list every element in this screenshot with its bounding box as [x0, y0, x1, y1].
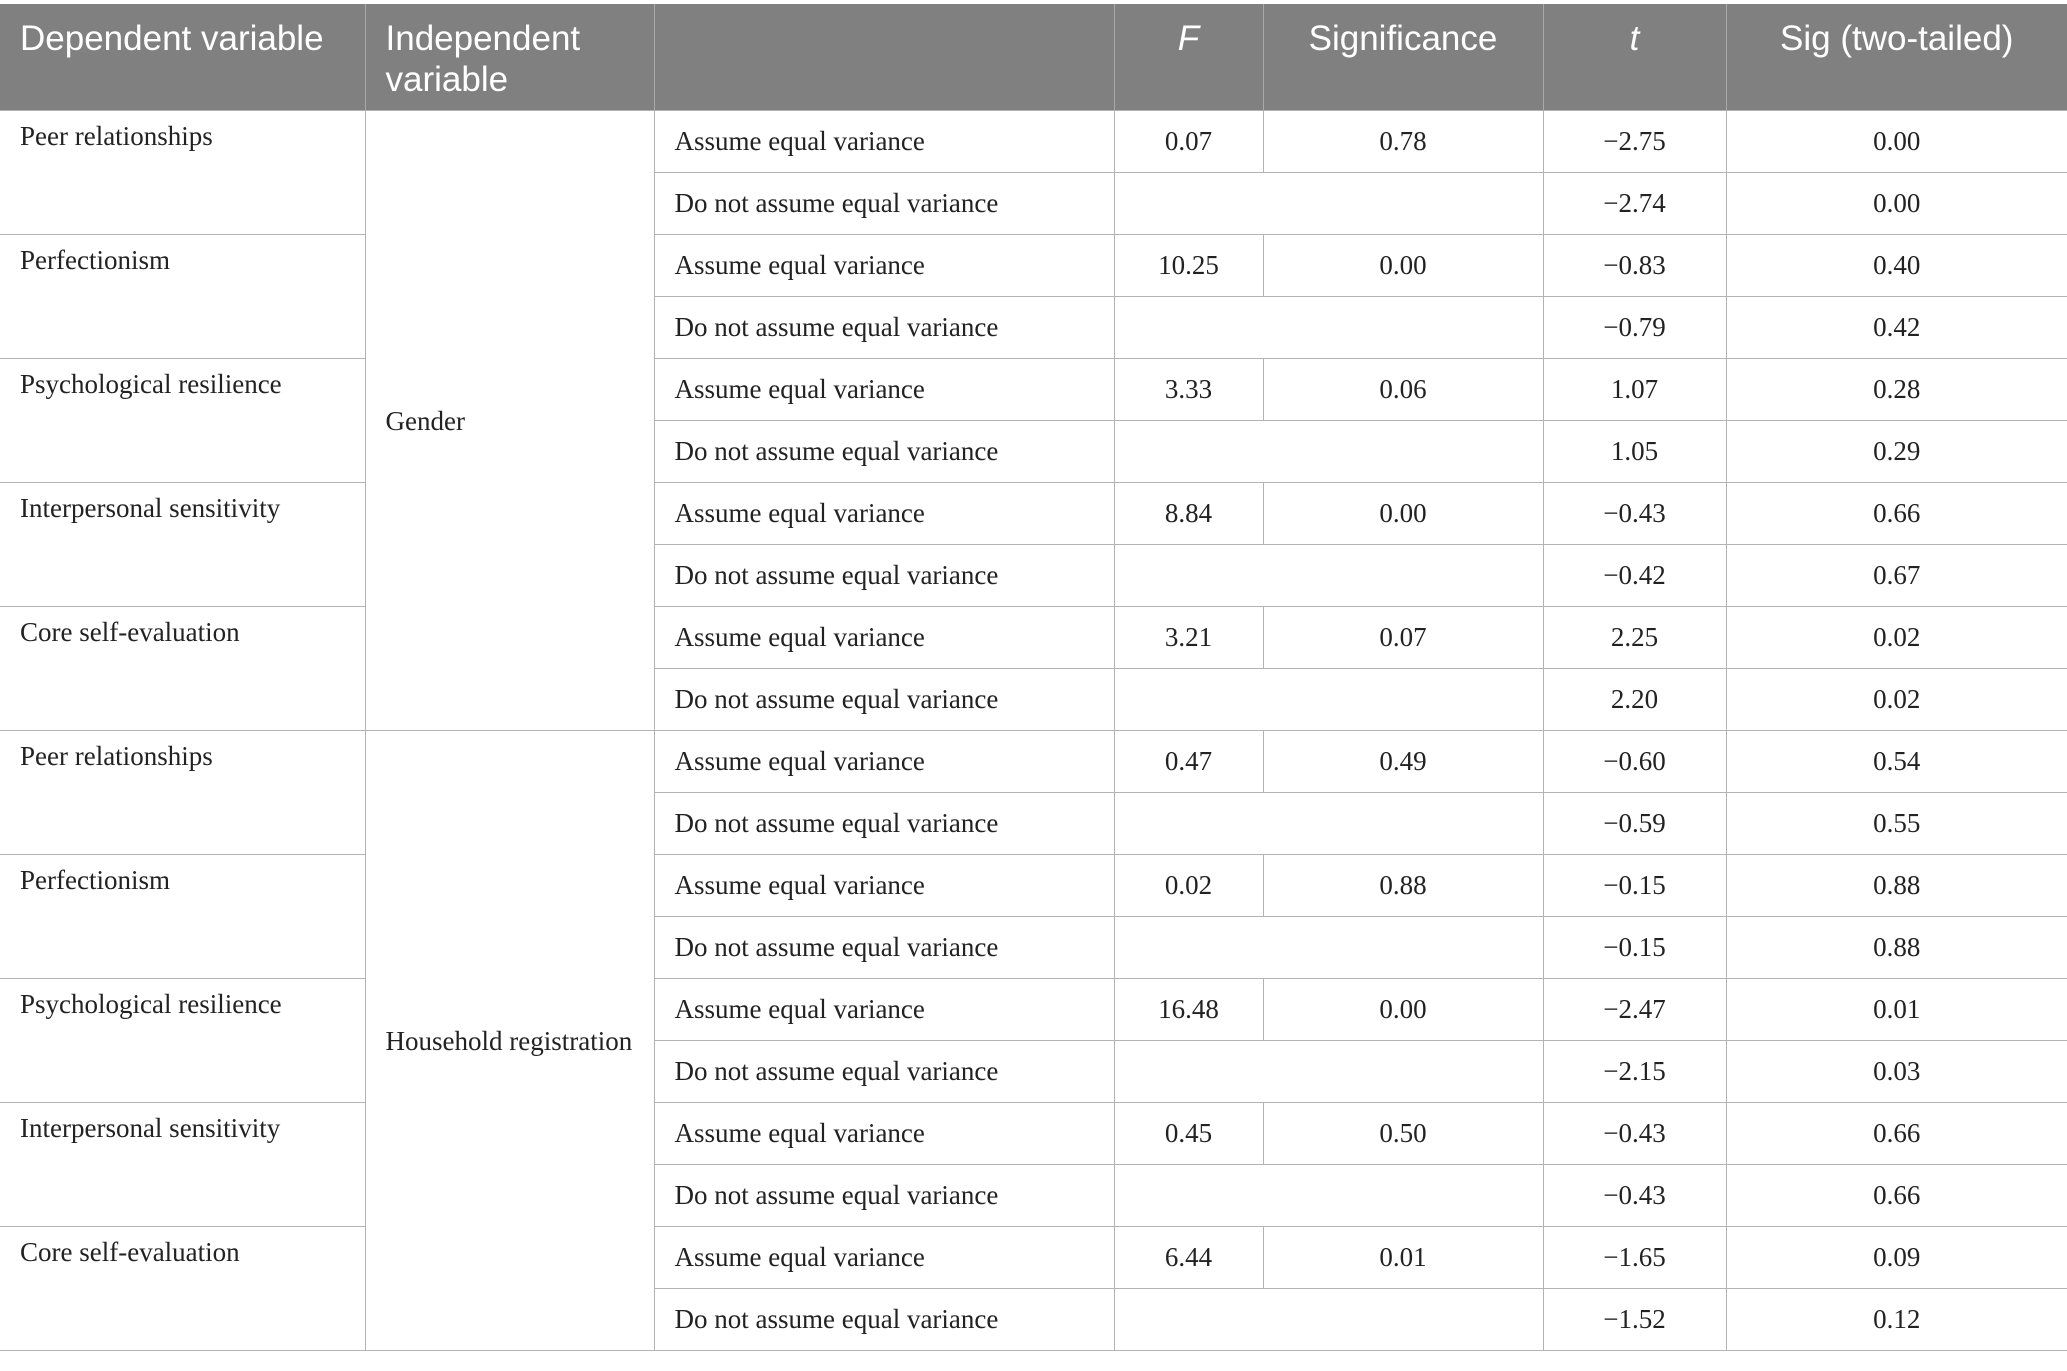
sig-two-tailed-cell: 0.66 [1726, 1103, 2067, 1165]
table-row [0, 607, 2067, 669]
header-f: F [1114, 4, 1263, 111]
variance-condition-cell: Do not assume equal variance [654, 173, 1114, 235]
sig-two-tailed-cell: 0.12 [1726, 1289, 2067, 1351]
dependent-variable-cell: Peer relationships [0, 111, 365, 235]
significance-cell: 0.06 [1263, 359, 1543, 421]
sig-two-tailed-cell: 0.00 [1726, 111, 2067, 173]
sig-two-tailed-cell: 0.40 [1726, 235, 2067, 297]
empty-f-significance-cell [1114, 545, 1543, 607]
sig-two-tailed-cell: 0.02 [1726, 669, 2067, 731]
dependent-variable-cell: Interpersonal sensitivity [0, 1103, 365, 1227]
sig-two-tailed-cell: 0.54 [1726, 731, 2067, 793]
variance-condition-cell: Do not assume equal variance [654, 1289, 1114, 1351]
t-value-cell: −0.42 [1543, 545, 1726, 607]
empty-f-significance-cell [1114, 669, 1543, 731]
sig-two-tailed-cell: 0.00 [1726, 173, 2067, 235]
dependent-variable-cell: Core self-evaluation [0, 1227, 365, 1351]
variance-condition-cell: Assume equal variance [654, 1227, 1114, 1289]
empty-f-significance-cell [1114, 1041, 1543, 1103]
f-value-cell: 0.02 [1114, 855, 1263, 917]
variance-condition-cell: Do not assume equal variance [654, 297, 1114, 359]
t-value-cell: 1.05 [1543, 421, 1726, 483]
table-row [0, 731, 2067, 793]
significance-cell: 0.78 [1263, 111, 1543, 173]
dependent-variable-cell: Core self-evaluation [0, 607, 365, 731]
table-row [0, 111, 2067, 173]
empty-f-significance-cell [1114, 793, 1543, 855]
f-value-cell: 0.45 [1114, 1103, 1263, 1165]
t-value-cell: −2.47 [1543, 979, 1726, 1041]
table-row [0, 1103, 2067, 1165]
t-value-cell: −2.75 [1543, 111, 1726, 173]
t-value-cell: −0.43 [1543, 483, 1726, 545]
variance-condition-cell: Assume equal variance [654, 483, 1114, 545]
t-value-cell: −0.60 [1543, 731, 1726, 793]
t-value-cell: −0.59 [1543, 793, 1726, 855]
header-significance: Significance [1263, 4, 1543, 111]
sig-two-tailed-cell: 0.88 [1726, 917, 2067, 979]
table-row [0, 235, 2067, 297]
t-value-cell: −1.52 [1543, 1289, 1726, 1351]
t-value-cell: −2.74 [1543, 173, 1726, 235]
table-body [0, 111, 2067, 1351]
results-table [0, 4, 2067, 1351]
sig-two-tailed-cell: 0.66 [1726, 1165, 2067, 1227]
t-value-cell: −1.65 [1543, 1227, 1726, 1289]
sig-two-tailed-cell: 0.01 [1726, 979, 2067, 1041]
variance-condition-cell: Assume equal variance [654, 607, 1114, 669]
variance-condition-cell: Assume equal variance [654, 359, 1114, 421]
t-value-cell: 1.07 [1543, 359, 1726, 421]
header-independent-variable: Independent variable [365, 4, 654, 111]
dependent-variable-cell: Psychological resilience [0, 359, 365, 483]
variance-condition-cell: Assume equal variance [654, 855, 1114, 917]
sig-two-tailed-cell: 0.09 [1726, 1227, 2067, 1289]
t-value-cell: −0.43 [1543, 1103, 1726, 1165]
sig-two-tailed-cell: 0.66 [1726, 483, 2067, 545]
empty-f-significance-cell [1114, 1165, 1543, 1227]
variance-condition-cell: Assume equal variance [654, 731, 1114, 793]
f-value-cell: 16.48 [1114, 979, 1263, 1041]
significance-cell: 0.01 [1263, 1227, 1543, 1289]
empty-f-significance-cell [1114, 421, 1543, 483]
t-value-cell: 2.25 [1543, 607, 1726, 669]
dependent-variable-cell: Psychological resilience [0, 979, 365, 1103]
dependent-variable-cell: Perfectionism [0, 235, 365, 359]
f-value-cell: 6.44 [1114, 1227, 1263, 1289]
header-dependent-variable: Dependent variable [0, 4, 365, 111]
t-value-cell: −0.83 [1543, 235, 1726, 297]
significance-cell: 0.00 [1263, 979, 1543, 1041]
variance-condition-cell: Do not assume equal variance [654, 1041, 1114, 1103]
significance-cell: 0.88 [1263, 855, 1543, 917]
sig-two-tailed-cell: 0.88 [1726, 855, 2067, 917]
dependent-variable-cell: Interpersonal sensitivity [0, 483, 365, 607]
independent-variable-cell: Gender [365, 111, 654, 731]
significance-cell: 0.07 [1263, 607, 1543, 669]
sig-two-tailed-cell: 0.28 [1726, 359, 2067, 421]
significance-cell: 0.50 [1263, 1103, 1543, 1165]
sig-two-tailed-cell: 0.02 [1726, 607, 2067, 669]
f-value-cell: 3.21 [1114, 607, 1263, 669]
variance-condition-cell: Assume equal variance [654, 979, 1114, 1041]
variance-condition-cell: Assume equal variance [654, 111, 1114, 173]
dependent-variable-cell: Peer relationships [0, 731, 365, 855]
t-value-cell: −0.15 [1543, 855, 1726, 917]
empty-f-significance-cell [1114, 173, 1543, 235]
dependent-variable-cell: Perfectionism [0, 855, 365, 979]
table-row [0, 855, 2067, 917]
empty-f-significance-cell [1114, 1289, 1543, 1351]
header-row [0, 4, 2067, 111]
t-value-cell: −0.79 [1543, 297, 1726, 359]
sig-two-tailed-cell: 0.03 [1726, 1041, 2067, 1103]
independent-variable-cell: Household registration [365, 731, 654, 1351]
significance-cell: 0.00 [1263, 235, 1543, 297]
sig-two-tailed-cell: 0.42 [1726, 297, 2067, 359]
t-value-cell: −2.15 [1543, 1041, 1726, 1103]
f-value-cell: 0.07 [1114, 111, 1263, 173]
f-value-cell: 10.25 [1114, 235, 1263, 297]
sig-two-tailed-cell: 0.67 [1726, 545, 2067, 607]
header-sig-two-tailed: Sig (two-tailed) [1726, 4, 2067, 111]
variance-condition-cell: Do not assume equal variance [654, 917, 1114, 979]
table-header [0, 4, 2067, 111]
header-condition [654, 4, 1114, 111]
table-row [0, 483, 2067, 545]
significance-cell: 0.49 [1263, 731, 1543, 793]
variance-condition-cell: Do not assume equal variance [654, 793, 1114, 855]
variance-condition-cell: Do not assume equal variance [654, 545, 1114, 607]
variance-condition-cell: Do not assume equal variance [654, 669, 1114, 731]
t-value-cell: 2.20 [1543, 669, 1726, 731]
variance-condition-cell: Assume equal variance [654, 1103, 1114, 1165]
t-value-cell: −0.15 [1543, 917, 1726, 979]
header-t: t [1543, 4, 1726, 111]
table-row [0, 1227, 2067, 1289]
variance-condition-cell: Assume equal variance [654, 235, 1114, 297]
sig-two-tailed-cell: 0.29 [1726, 421, 2067, 483]
significance-cell: 0.00 [1263, 483, 1543, 545]
sig-two-tailed-cell: 0.55 [1726, 793, 2067, 855]
variance-condition-cell: Do not assume equal variance [654, 1165, 1114, 1227]
t-value-cell: −0.43 [1543, 1165, 1726, 1227]
table-row [0, 979, 2067, 1041]
variance-condition-cell: Do not assume equal variance [654, 421, 1114, 483]
empty-f-significance-cell [1114, 297, 1543, 359]
f-value-cell: 3.33 [1114, 359, 1263, 421]
f-value-cell: 0.47 [1114, 731, 1263, 793]
table-row [0, 359, 2067, 421]
empty-f-significance-cell [1114, 917, 1543, 979]
f-value-cell: 8.84 [1114, 483, 1263, 545]
